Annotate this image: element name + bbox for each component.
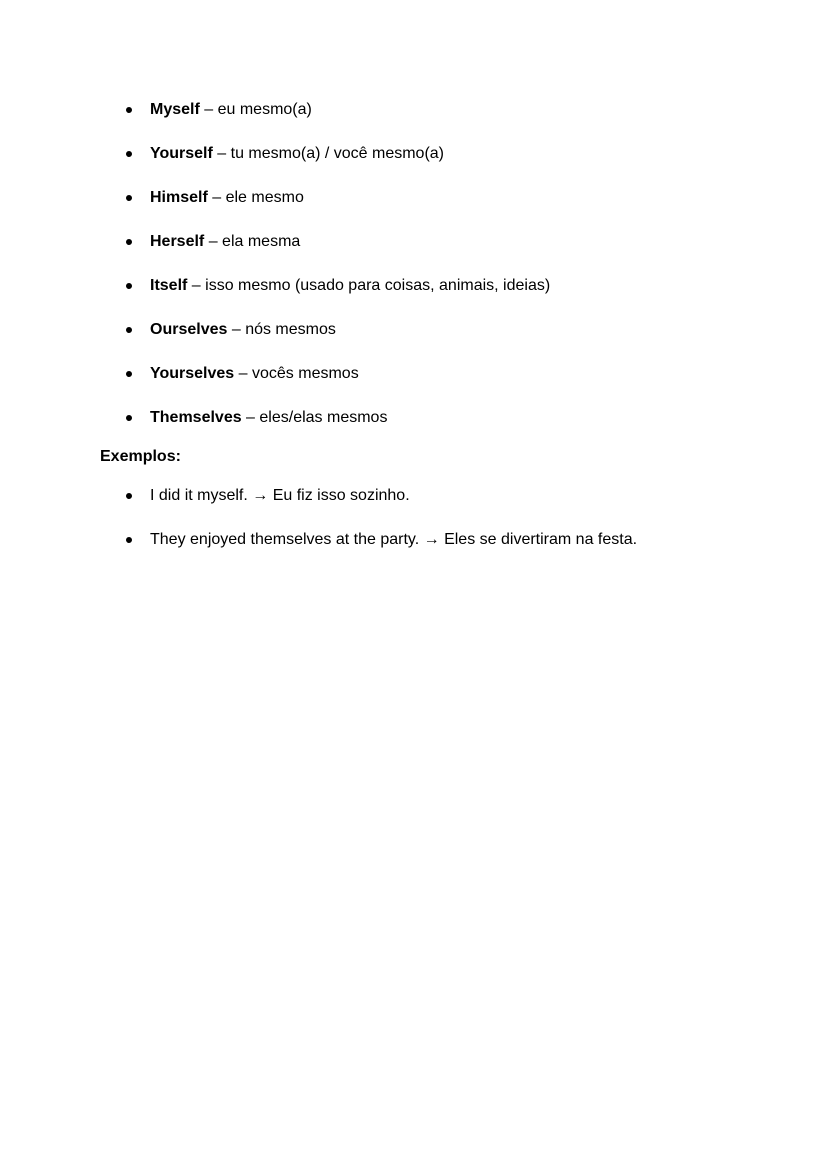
bullet-icon xyxy=(126,107,132,113)
pronoun-meaning: isso mesmo (usado para coisas, animais, ideias) xyxy=(205,277,551,294)
bullet-icon xyxy=(126,415,132,421)
separator: – xyxy=(212,145,231,162)
example-text: They enjoyed themselves at the party. → Eles se divertiram na festa. xyxy=(150,531,638,548)
pronoun-meaning: ele mesmo xyxy=(225,189,304,206)
pronoun-meaning: tu mesmo(a) / você mesmo(a) xyxy=(230,145,445,162)
pronoun-meaning: nós mesmos xyxy=(245,321,336,338)
pronoun-meaning: eu mesmo(a) xyxy=(217,101,312,118)
pronoun-meaning: ela mesma xyxy=(222,233,301,250)
bullet-icon xyxy=(126,327,132,333)
pronoun-term: Myself xyxy=(150,101,200,118)
bullet-icon xyxy=(126,493,132,499)
separator: – xyxy=(227,321,246,338)
separator: – xyxy=(207,189,226,206)
bullet-icon xyxy=(126,537,132,543)
bullet-icon xyxy=(126,371,132,377)
pronoun-meaning: vocês mesmos xyxy=(252,365,359,382)
separator: – xyxy=(234,365,252,382)
examples-heading: Exemplos: xyxy=(100,448,181,465)
pronoun-term: Itself xyxy=(150,277,188,294)
example-text: I did it myself. → Eu fiz isso sozinho. xyxy=(150,487,410,504)
separator: – xyxy=(187,277,206,294)
bullet-icon xyxy=(126,195,132,201)
separator: – xyxy=(241,409,260,426)
pronoun-term: Yourself xyxy=(150,145,213,162)
pronoun-meaning: eles/elas mesmos xyxy=(259,409,388,426)
pronoun-term: Themselves xyxy=(150,409,242,426)
pronoun-term: Yourselves xyxy=(150,365,235,382)
separator: – xyxy=(199,101,218,118)
pronoun-term: Herself xyxy=(150,233,205,250)
bullet-icon xyxy=(126,239,132,245)
bullet-icon xyxy=(126,151,132,157)
separator: – xyxy=(204,233,223,250)
pronoun-term: Ourselves xyxy=(150,321,228,338)
bullet-icon xyxy=(126,283,132,289)
pronoun-term: Himself xyxy=(150,189,208,206)
